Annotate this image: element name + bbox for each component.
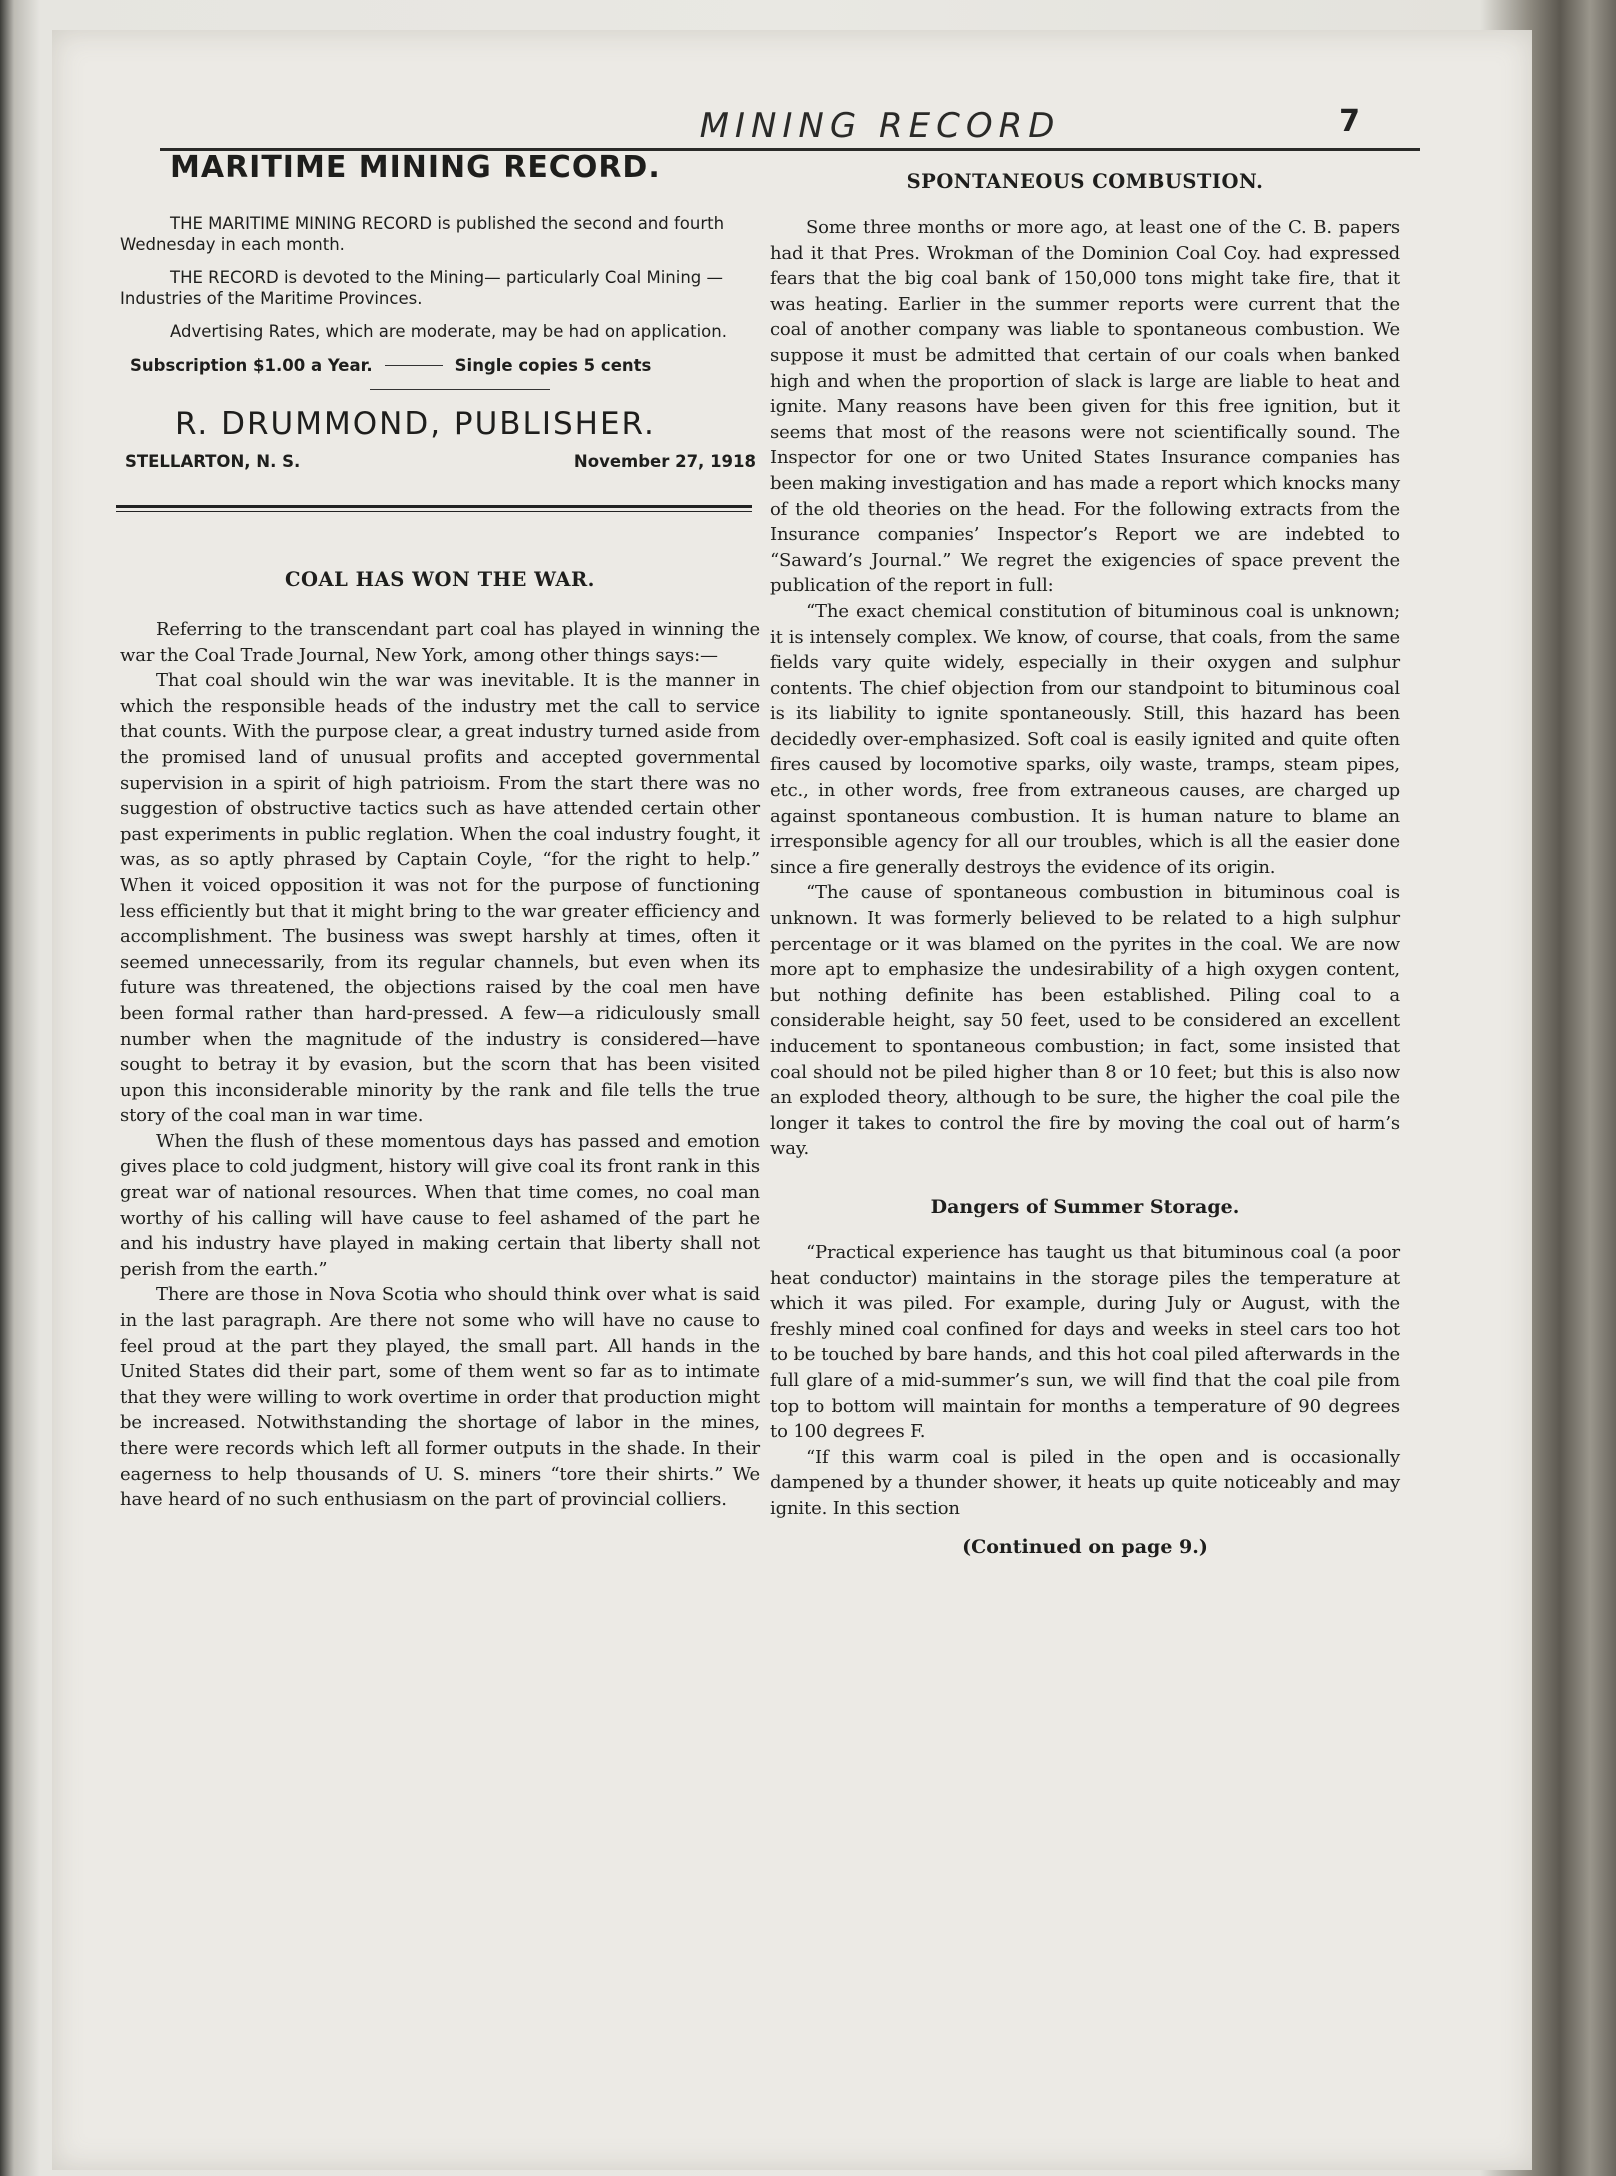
subscription-price: Subscription $1.00 a Year. [130, 356, 373, 375]
article-paragraph: “The exact chemical constitution of bituminous coal is unknown; it is intensely complex. We know, of course, that coals, from the same fields vary quite widely, especially in their oxygen and sulphur contents. The chief objection from our standpoint to bituminous coal is its liability to ignite spontaneously. Still, this hazard has been decidedly over-emphasized. Soft coal is easily ignited and quite often fires caused by locomotive sparks, oily waste, tramps, steam pipes, etc., in other words, free from extraneous causes, are charged up against spontaneous combustion. It is human nature to blame an irresponsible agency for all our troubles, which is all the easier done since a fire generally destroys the evidence of its origin. [770, 600, 1400, 878]
masthead-rule [116, 505, 752, 512]
running-title: MINING RECORD [699, 106, 1061, 146]
issue-date: November 27, 1918 [573, 452, 756, 471]
divider [370, 389, 550, 390]
running-head [160, 104, 1420, 151]
publisher-name: R. DRUMMOND, PUBLISHER. [175, 406, 656, 442]
article-paragraph: “If this warm coal is piled in the open and is occasionally dampened by a thunder shower, it heats up quite noticeably and may ignite. In this section [770, 1446, 1400, 1519]
article-paragraph: When the flush of these momentous days has passed and emotion gives place to cold judgment, history will give coal its front rank in this great war of national resources. When that time comes, no coal man worthy of his calling will have cause to feel ashamed of the part he and his industry have played in making certain that liberty shall not perish from the earth.” [120, 1130, 760, 1280]
article-headline: SPONTANEOUS COMBUSTION. [906, 170, 1264, 193]
location: STELLARTON, N. S. [125, 452, 301, 471]
article-paragraph: “The cause of spontaneous combustion in bituminous coal is unknown. It was formerly believed to be related to a high sulphur percentage or it was blamed on the pyrites in the coal. We are now more apt to emphasize the undesirability of a high oxygen content, but nothing definite has been established. Piling coal to a considerable height, say 50 feet, used to be considered an excellent inducement to spontaneous combustion; in fact, some insisted that coal should not be piled higher than 8 or 10 feet; but this is also now an exploded theory, although to be sure, the higher the coal pile the longer it takes to control the fire by moving the coal out of harm’s way. [770, 882, 1400, 1160]
single-copy-price: Single copies 5 cents [454, 356, 652, 375]
divider [385, 365, 443, 366]
article-paragraph: That coal should win the war was inevitable. It is the manner in which the responsible heads of the industry met the call to service that counts. With the purpose clear, a great industry turned aside from the promised land of unusual profits and accepted governmental supervision in a spirit of high patrioism. From the start there was no suggestion of obstructive tactics such as have attended certain other past experiments in public reglation. When the coal industry fought, it was, as so aptly phrased by Captain Coyle, “for the right to help.” When it voiced opposition it was not for the purpose of functioning less efficiently but that it might bring to the war greater efficiency and accomplishment. The business was swept harshly at times, often it seemed unnecessarily, from its regular channels, but even when its future was threatened, the objections raised by the coal men have been formal rather than hard-pressed. A few—a ridiculously small number when the magnitude of the industry is considered—have sought to betray it by evasion, but the scorn that has been visited upon this inconsiderable minority by the rank and file tells the true story of the coal man in war time. [120, 670, 760, 1127]
right-column [770, 170, 1400, 1558]
masthead-publication-note: THE MARITIME MINING RECORD is published the second and fourth Wednesday in each month. [120, 214, 725, 254]
article-paragraph: There are those in Nova Scotia who should think over what is said in the last paragraph. Are there not some who will have no cause to feel proud at the part they played, the small part. All hands in the United States did their part, some of them went so far as to intimate that they were willing to work overtime in order that production might be increased. Notwithstanding the shortage of labor in the mines, there were records which left all former outputs in the shade. In their eagerness to help thousands of U. S. miners “tore their shirts.” We have heard of no such enthusiasm on the part of provincial colliers. [120, 1284, 760, 1511]
section-subhead: Dangers of Summer Storage. [930, 1195, 1240, 1218]
masthead-devoted-note: THE RECORD is devoted to the Mining— particularly Coal Mining —Industries of the Maritime Provinces. [120, 268, 724, 308]
masthead-advertising-note: Advertising Rates, which are moderate, may be had on application. [170, 322, 727, 341]
continued-note: (Continued on page 9.) [962, 1535, 1208, 1558]
dateline [125, 452, 756, 471]
masthead-title: MARITIME MINING RECORD. [170, 150, 661, 185]
article-paragraph: Some three months or more ago, at least one of the C. B. papers had it that Pres. Wrokman of the Dominion Coal Coy. had expressed fears that the big coal bank of 150,000 tons might take fire, that it was heating. Earlier in the summer reports were current that the coal of another company was liable to spontaneous combustion. We suppose it must be admitted that certain of our coals when banked high and when the proportion of slack is large are liable to heat and ignite. Many reasons have been given for this free ignition, but it seems that most of the reasons were not scientifically sound. The Inspector for one or two United States Insurance companies has been making investigation and has made a report which knocks many of the old theories on the head. For the following extracts from the Insurance companies’ Inspector’s Report we are indebted to “Saward’s Journal.” We regret the exigencies of space prevent the publication of the report in full: [770, 217, 1400, 597]
article-paragraph: Referring to the transcendant part coal has played in winning the war the Coal Trade Journal, New York, among other things says:— [120, 619, 760, 666]
left-column [120, 150, 760, 1513]
page-number: 7 [1339, 104, 1360, 139]
article-paragraph: “Practical experience has taught us that bituminous coal (a poor heat conductor) maintains in the storage piles the temperature at which it was piled. For example, during July or August, with the freshly mined coal confined for days and weeks in steel cars too hot to be touched by bare hands, and this hot coal piled afterwards in the full glare of a mid-summer’s sun, we will find that the coal pile from top to bottom will maintain for months a temperature of 90 degrees to 100 degrees F. [770, 1241, 1400, 1443]
subscription-line [130, 356, 760, 375]
article-headline: COAL HAS WON THE WAR. [285, 568, 595, 591]
